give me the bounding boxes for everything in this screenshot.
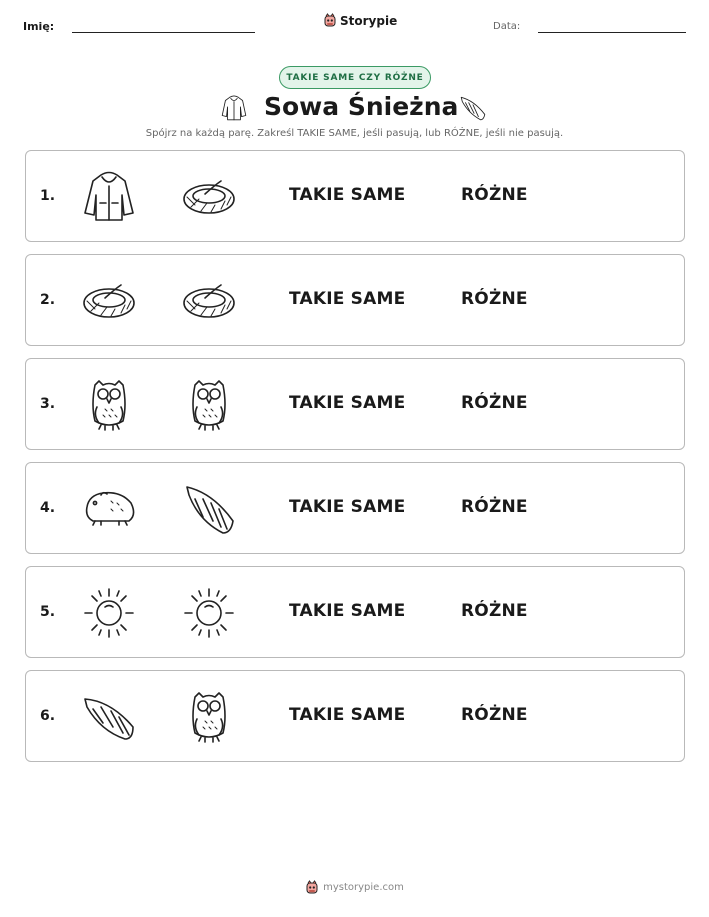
activity-badge: TAKIE SAME CZY RÓŻNE bbox=[279, 66, 431, 89]
owl-icon bbox=[181, 377, 237, 433]
worksheet-title: Sowa Śnieżna bbox=[264, 92, 459, 121]
sun-icon bbox=[181, 585, 237, 641]
pair-row bbox=[25, 462, 685, 554]
footer-url[interactable]: mystorypie.com bbox=[323, 882, 404, 893]
brand-logo bbox=[323, 13, 397, 28]
date-label: Data: bbox=[493, 21, 521, 32]
worksheet-header bbox=[0, 0, 709, 50]
name-label: Imię: bbox=[23, 20, 55, 33]
nest-icon bbox=[181, 169, 237, 225]
sun-icon bbox=[81, 585, 137, 641]
wing-icon bbox=[181, 481, 237, 537]
date-line[interactable] bbox=[538, 32, 686, 33]
different-option[interactable]: RÓŻNE bbox=[461, 185, 528, 205]
jacket-icon bbox=[81, 169, 137, 225]
storypie-mascot-icon bbox=[305, 880, 319, 895]
different-option[interactable]: RÓŻNE bbox=[461, 393, 528, 413]
same-option[interactable]: TAKIE SAME bbox=[289, 497, 406, 517]
same-option[interactable]: TAKIE SAME bbox=[289, 601, 406, 621]
pair-row bbox=[25, 254, 685, 346]
owl-icon bbox=[81, 377, 137, 433]
row-number: 3. bbox=[40, 396, 56, 412]
name-line[interactable] bbox=[72, 32, 255, 33]
instructions: Spójrz na każdą parę. Zakreśl TAKIE SAME, jeśli pasują, lub RÓŻNE, jeśli nie pasują. bbox=[145, 128, 564, 139]
row-number: 4. bbox=[40, 500, 56, 516]
nest-icon bbox=[181, 273, 237, 329]
different-option[interactable]: RÓŻNE bbox=[461, 497, 528, 517]
pair-row bbox=[25, 358, 685, 450]
different-option[interactable]: RÓŻNE bbox=[461, 705, 528, 725]
row-number: 2. bbox=[40, 292, 56, 308]
different-option[interactable]: RÓŻNE bbox=[461, 289, 528, 309]
pair-row bbox=[25, 566, 685, 658]
row-number: 6. bbox=[40, 708, 56, 724]
storypie-mascot-icon bbox=[323, 13, 337, 28]
footer bbox=[0, 880, 709, 895]
different-option[interactable]: RÓŻNE bbox=[461, 601, 528, 621]
brand-name: Storypie bbox=[340, 13, 398, 28]
nest-icon bbox=[81, 273, 137, 329]
same-option[interactable]: TAKIE SAME bbox=[289, 289, 406, 309]
title-row bbox=[0, 90, 709, 128]
pairs-list bbox=[25, 150, 685, 774]
pair-row bbox=[25, 150, 685, 242]
same-option[interactable]: TAKIE SAME bbox=[289, 705, 406, 725]
wing-icon bbox=[458, 92, 488, 124]
same-option[interactable]: TAKIE SAME bbox=[289, 185, 406, 205]
pair-row bbox=[25, 670, 685, 762]
row-number: 5. bbox=[40, 604, 56, 620]
owl-icon bbox=[181, 689, 237, 745]
row-number: 1. bbox=[40, 188, 56, 204]
jacket-icon bbox=[219, 92, 249, 124]
wing-icon bbox=[81, 689, 137, 745]
lemming-icon bbox=[81, 481, 137, 537]
same-option[interactable]: TAKIE SAME bbox=[289, 393, 406, 413]
